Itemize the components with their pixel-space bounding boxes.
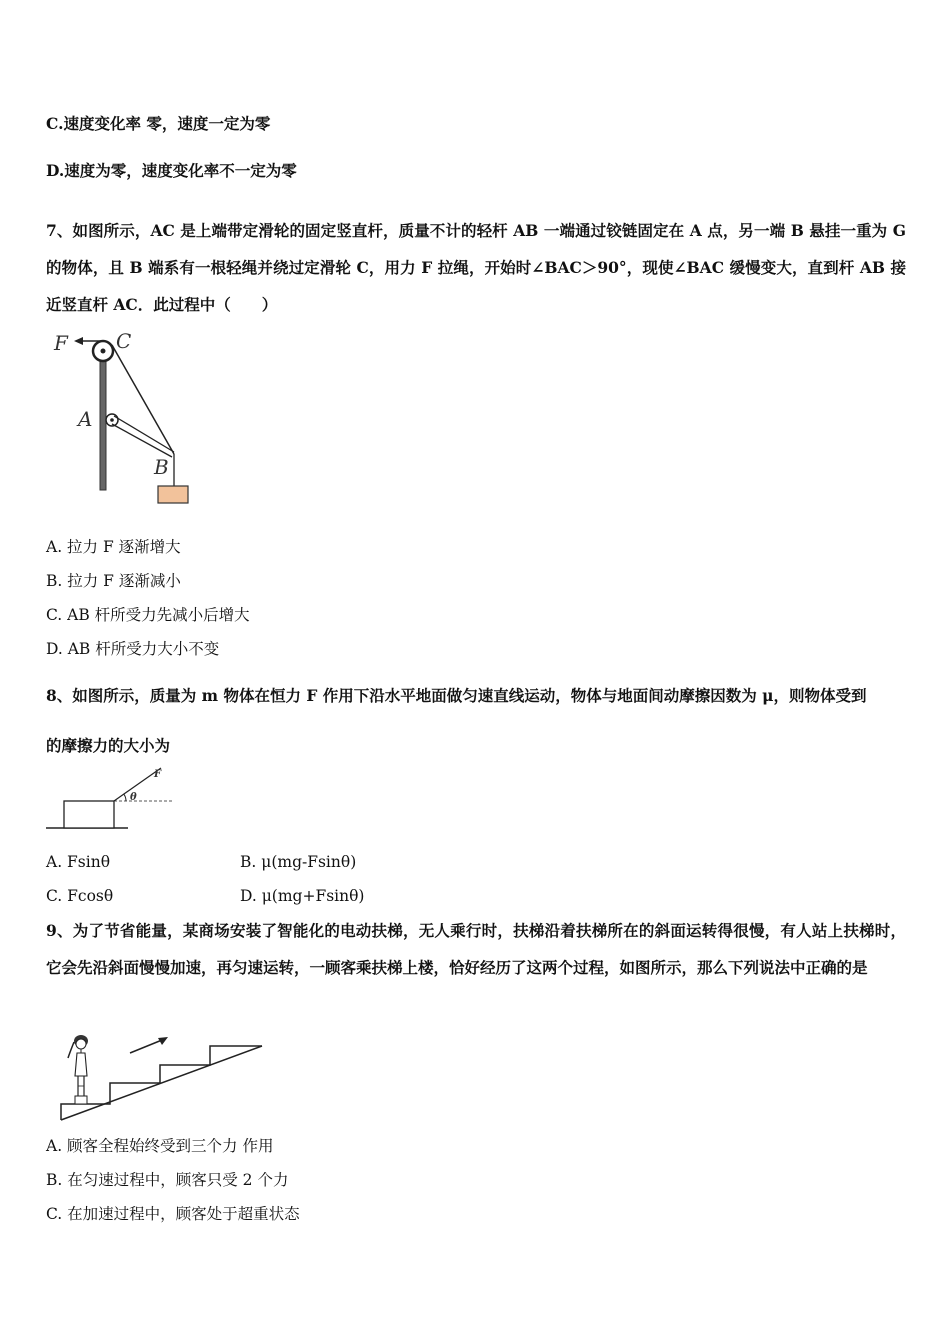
label-f: F	[154, 769, 162, 780]
q7-option-c: C. AB 杆所受力先减小后增大	[46, 606, 250, 624]
q7-stem: 7、如图所示，AC 是上端带定滑轮的固定竖直杆，质量不计的轻杆 AB 一端通过铰链固定在 A 点，另一端 B 悬挂一重为 G 的物体，且 B 端系有一根轻绳并绕过定滑轮 C，用力 F 拉绳，开始时∠BAC＞90°，现使∠BAC 缓慢变大，直到杆 AB 接近竖直杆 AC．此过程中（ ）	[46, 221, 906, 314]
light-rod-ab	[114, 416, 174, 452]
escalator-incline	[61, 1046, 262, 1120]
block-m	[64, 801, 114, 828]
q8-option-a: A. Fsinθ	[46, 853, 111, 871]
q9-option-c: C. 在加速过程中，顾客处于超重状态	[46, 1205, 300, 1223]
label-f: F	[54, 331, 68, 355]
motion-arrow	[130, 1040, 162, 1053]
customer-figure	[68, 1035, 88, 1104]
label-b: B	[154, 455, 169, 479]
q9-escalator-figure	[56, 1028, 266, 1124]
q7-option-a: A. 拉力 F 逐渐增大	[46, 538, 181, 556]
q8-stem-line2: 的摩擦力的大小为	[46, 736, 171, 755]
q9-option-a: A. 顾客全程始终受到三个力 作用	[46, 1137, 274, 1155]
rope-c-to-b	[112, 345, 174, 454]
q7-pulley-rod-figure	[50, 328, 200, 510]
q6-option-c: C.速度变化率 零，速度一定为零	[46, 114, 271, 133]
q9-option-b: B. 在匀速过程中，顾客只受 2 个力	[46, 1171, 289, 1189]
vertical-rod-ac	[100, 346, 106, 490]
force-f-arrow	[74, 337, 83, 345]
weight-g	[158, 486, 188, 503]
q8-option-b: B. μ(mg-Fsinθ)	[240, 853, 357, 871]
q8-block-force-figure	[46, 763, 176, 833]
label-theta: θ	[130, 792, 137, 803]
q7-option-b: B. 拉力 F 逐渐减小	[46, 572, 181, 590]
label-a: A	[78, 407, 93, 431]
q8-option-d: D. μ(mg+Fsinθ)	[240, 887, 365, 905]
angle-arc	[124, 794, 126, 801]
q6-option-d: D.速度为零，速度变化率不一定为零	[46, 161, 297, 180]
q9-stem: 9、为了节省能量，某商场安装了智能化的电动扶梯，无人乘行时，扶梯沿着扶梯所在的斜面运转得很慢，有人站上扶梯时，它会先沿斜面慢慢加速，再匀速运转，一顾客乘扶梯上楼，恰好经历了这两个过程，如图所示，那么下列说法中正确的是	[46, 921, 906, 977]
label-c: C	[116, 329, 132, 353]
q7-option-d: D. AB 杆所受力大小不变	[46, 640, 220, 658]
q8-stem-line1: 8、如图所示，质量为 m 物体在恒力 F 作用下沿水平地面做匀速直线运动，物体与地面间动摩擦因数为 μ，则物体受到	[46, 686, 867, 705]
q8-option-c: C. Fcosθ	[46, 887, 114, 905]
